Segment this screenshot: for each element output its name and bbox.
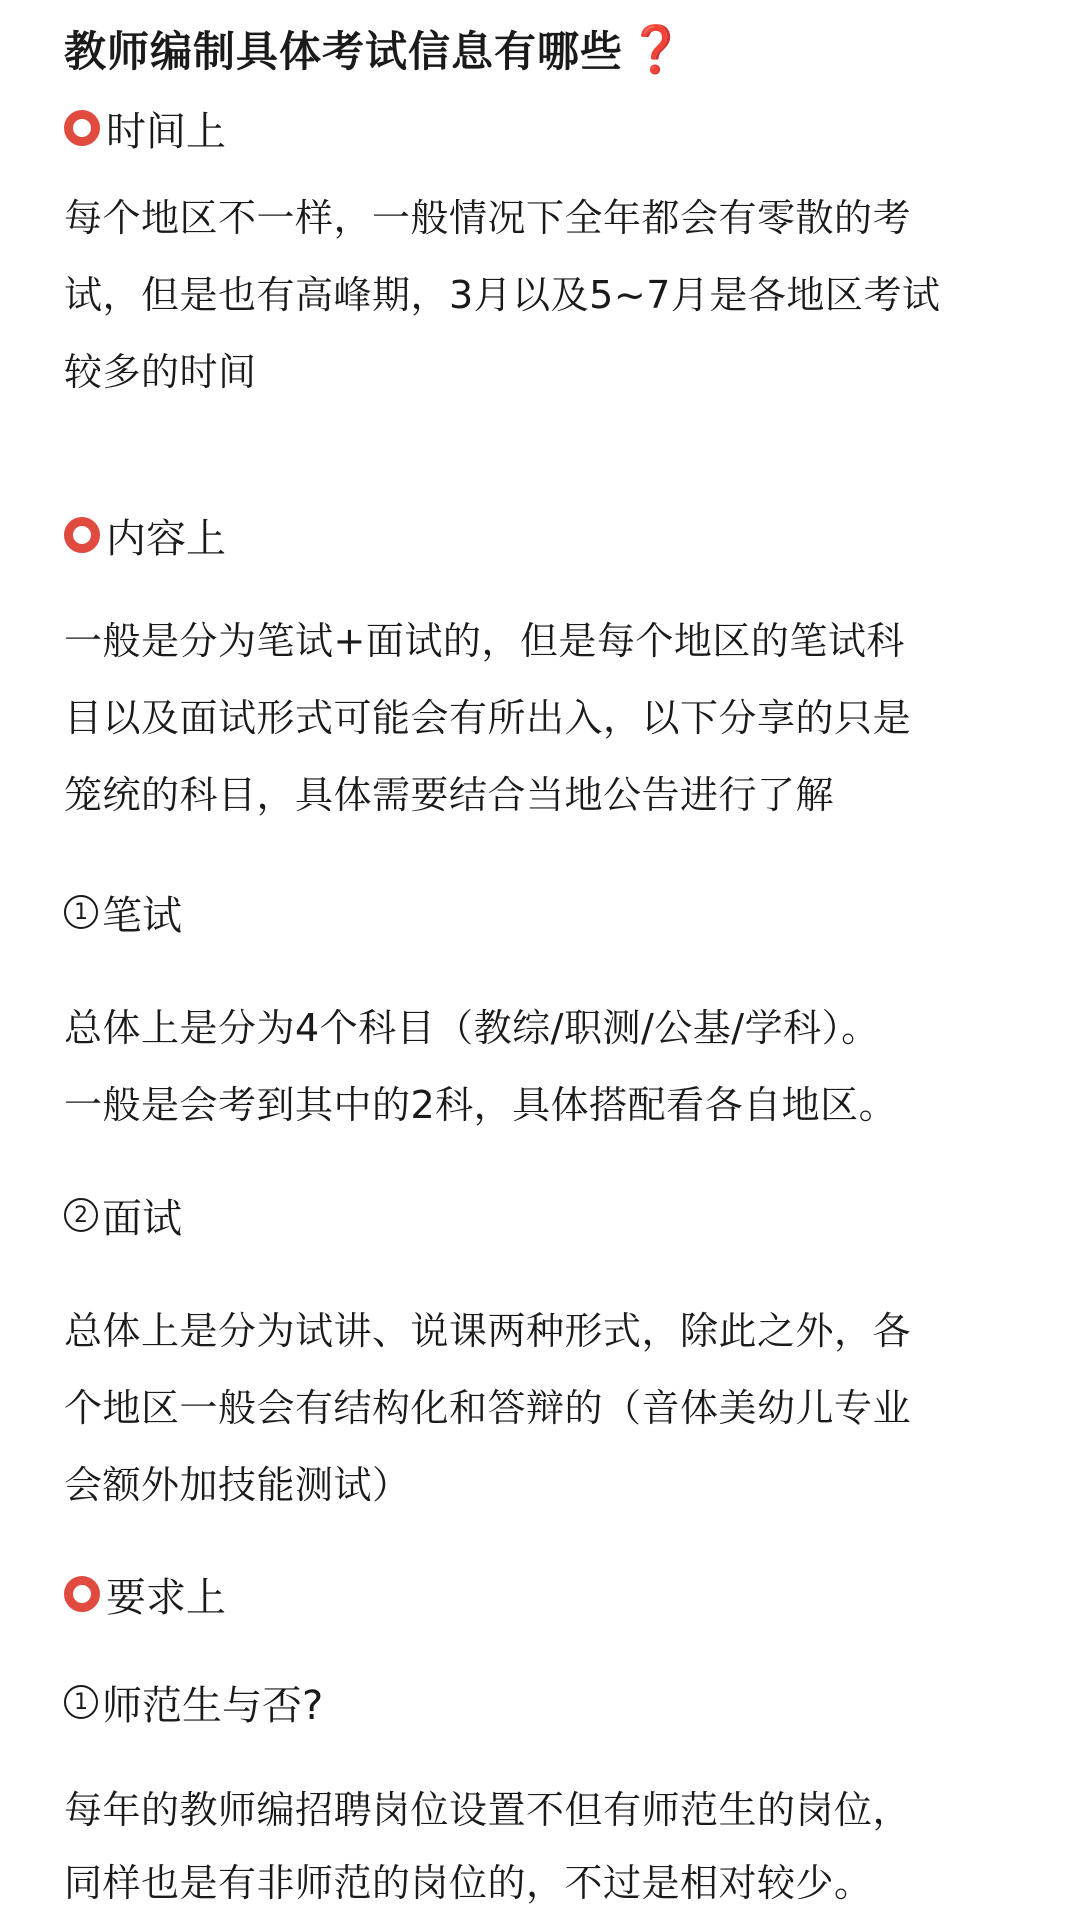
paragraph-line: 同样也是有非师范的岗位的，不过是相对较少。 <box>64 1861 873 1905</box>
red-ring-icon <box>64 1576 100 1612</box>
section-time-paragraph <box>64 180 1018 411</box>
subsection-interview <box>64 1185 1018 1245</box>
circled-number-icon: 1 <box>64 1685 98 1719</box>
subsection-written-exam <box>64 882 1018 942</box>
section-heading-label: 时间上 <box>106 108 226 155</box>
subsection-interview-paragraph <box>64 1293 1018 1524</box>
paragraph-line: 较多的时间 <box>64 350 257 394</box>
subsection-normal-student <box>64 1672 1018 1732</box>
circled-number-icon: 2 <box>64 1198 98 1232</box>
subsection-heading <box>64 882 1018 942</box>
paragraph-line: 一般是分为笔试+面试的，但是每个地区的笔试科 <box>64 619 905 663</box>
paragraph-line: 总体上是分为4个科目（教综/职测/公基/学科）。 <box>64 1006 880 1050</box>
section-heading <box>64 98 1018 158</box>
section-heading-label: 内容上 <box>106 515 226 562</box>
subsection-heading-label: 面试 <box>102 1195 182 1242</box>
section-content <box>64 505 1018 565</box>
subsection-heading <box>64 1185 1018 1245</box>
section-heading <box>64 505 1018 565</box>
section-heading-label: 要求上 <box>106 1574 226 1621</box>
section-requirements <box>64 1564 1018 1624</box>
red-ring-icon <box>64 110 100 146</box>
red-ring-icon <box>64 517 100 553</box>
subsection-heading-label: 师范生与否? <box>102 1682 324 1729</box>
section-time <box>64 98 1018 158</box>
question-mark-icon: ❓ <box>627 21 686 76</box>
section-content-paragraph <box>64 603 1018 834</box>
subsection-heading <box>64 1672 1018 1732</box>
paragraph-line: 笼统的科目，具体需要结合当地公告进行了解 <box>64 773 835 817</box>
subsection-normal-student-paragraph <box>64 1774 1018 1920</box>
subsection-heading-label: 笔试 <box>102 892 182 939</box>
circled-number-icon: 1 <box>64 895 98 929</box>
paragraph-line: 总体上是分为试讲、说课两种形式，除此之外，各 <box>64 1309 912 1353</box>
article-title <box>64 14 685 84</box>
paragraph-line: 试，但是也有高峰期，3月以及5~7月是各地区考试 <box>64 273 941 317</box>
title-text: 教师编制具体考试信息有哪些 <box>64 27 624 76</box>
paragraph-line: 一般是会考到其中的2科，具体搭配看各自地区。 <box>64 1083 898 1127</box>
section-heading <box>64 1564 1018 1624</box>
paragraph-line: 目以及面试形式可能会有所出入，以下分享的只是 <box>64 696 912 740</box>
paragraph-line: 个地区一般会有结构化和答辩的（音体美幼儿专业 <box>64 1386 912 1430</box>
paragraph-line: 会额外加技能测试） <box>64 1463 411 1507</box>
subsection-written-paragraph <box>64 990 1018 1144</box>
paragraph-line: 每年的教师编招聘岗位设置不但有师范生的岗位， <box>64 1788 912 1832</box>
paragraph-line: 每个地区不一样，一般情况下全年都会有零散的考 <box>64 196 912 240</box>
